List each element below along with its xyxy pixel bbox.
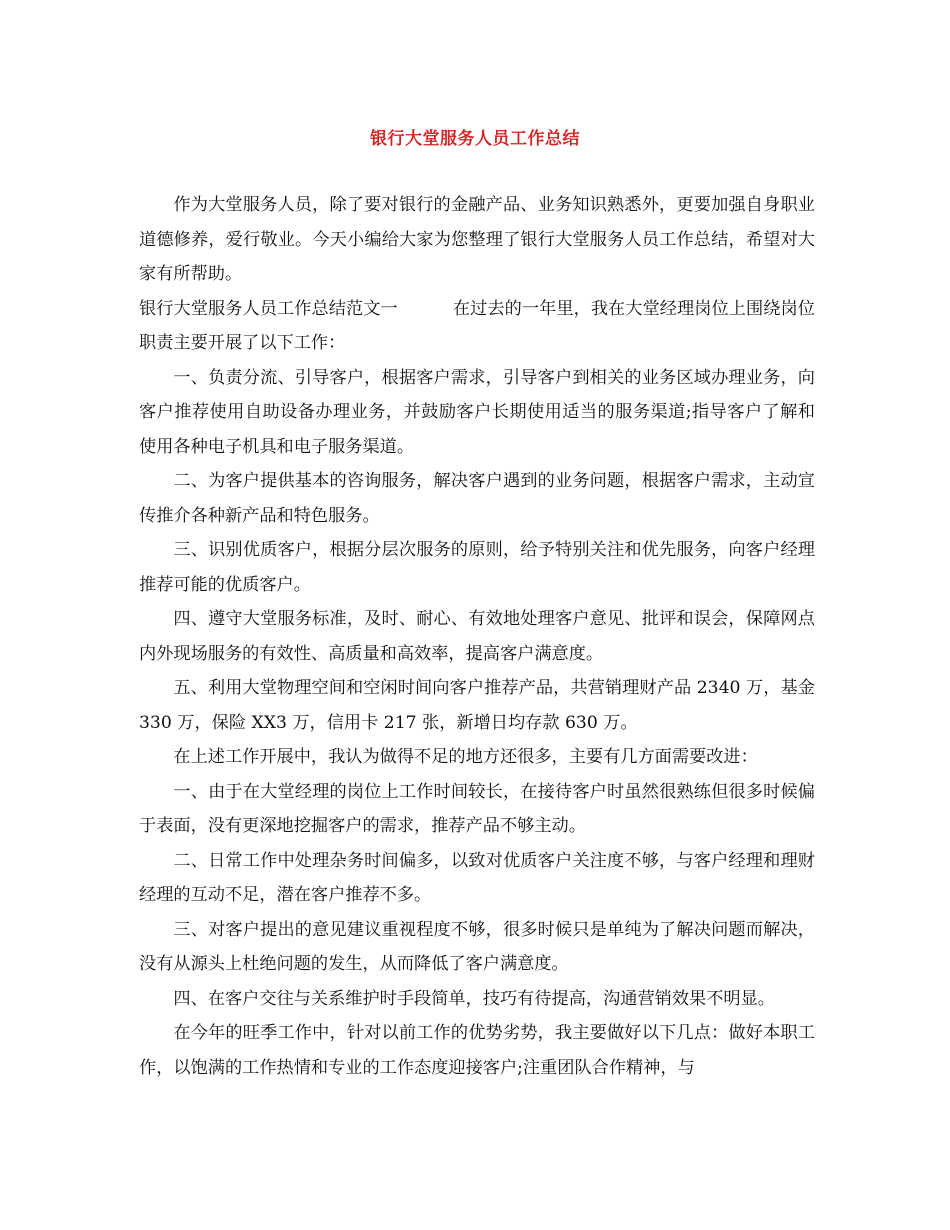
- paragraph-1: 一、负责分流、引导客户，根据客户需求，引导客户到相关的业务区域办理业务，向客户推荐使用自助设备办理业务，并鼓励客户长期使用适当的服务渠道;指导客户了解和使用各种电子机具和电子服务渠道。: [139, 367, 815, 457]
- intro-paragraph: 作为大堂服务人员，除了要对银行的金融产品、业务知识熟悉外，更要加强自身职业道德修养，爱行敬业。今天小编给大家为您整理了银行大堂服务人员工作总结，希望对大家有所帮助。: [139, 195, 815, 284]
- document-title: 银行大堂服务人员工作总结: [370, 129, 580, 149]
- paragraph-3: 三、识别优质客户，根据分层次服务的原则，给予特别关注和优先服务，向客户经理推荐可能的优质客户。: [139, 540, 815, 595]
- paragraph-2: 二、为客户提供基本的咨询服务，解决客户遇到的业务问题，根据客户需求，主动宣传推介各种新产品和特色服务。: [139, 471, 815, 526]
- section-paragraph: [139, 292, 815, 361]
- paragraph-9: 三、对客户提出的意见建议重视程度不够，很多时候只是单纯为了解决问题而解决，没有从源头上杜绝问题的发生，从而降低了客户满意度。: [139, 919, 815, 974]
- paragraph-10: 四、在客户交往与关系维护时手段简单，技巧有待提高，沟通营销效果不明显。: [173, 988, 775, 1009]
- document-body: [139, 188, 815, 1085]
- paragraph-11: 在今年的旺季工作中，针对以前工作的优势劣势，我主要做好以下几点：做好本职工作，以饱满的工作热情和专业的工作态度迎接客户;注重团队合作精神，与: [139, 1023, 815, 1078]
- paragraph-5: 五、利用大堂物理空间和空闲时间向客户推荐产品，共营销理财产品 2340 万，基金 330 万，保险 XX3 万，信用卡 217 张，新增日均存款 630 万。: [139, 678, 815, 733]
- paragraph-8: 二、日常工作中处理杂务时间偏多，以致对优质客户关注度不够，与客户经理和理财经理的互动不足，潜在客户推荐不多。: [139, 850, 815, 905]
- paragraph-4: 四、遵守大堂服务标准，及时、耐心、有效地处理客户意见、批评和误会，保障网点内外现场服务的有效性、高质量和高效率，提高客户满意度。: [139, 609, 815, 664]
- section-heading: 银行大堂服务人员工作总结范文一: [139, 298, 398, 319]
- paragraph-7: 一、由于在大堂经理的岗位上工作时间较长，在接待客户时虽然很熟练但很多时候偏于表面，没有更深地挖掘客户的需求，推荐产品不够主动。: [139, 781, 815, 836]
- paragraph-6: 在上述工作开展中，我认为做得不足的地方还很多，主要有几方面需要改进：: [173, 747, 758, 767]
- section-opening: 在过去的一年里，我在大堂经理岗位上围绕岗位职责主要开展了以下工作：: [139, 298, 815, 353]
